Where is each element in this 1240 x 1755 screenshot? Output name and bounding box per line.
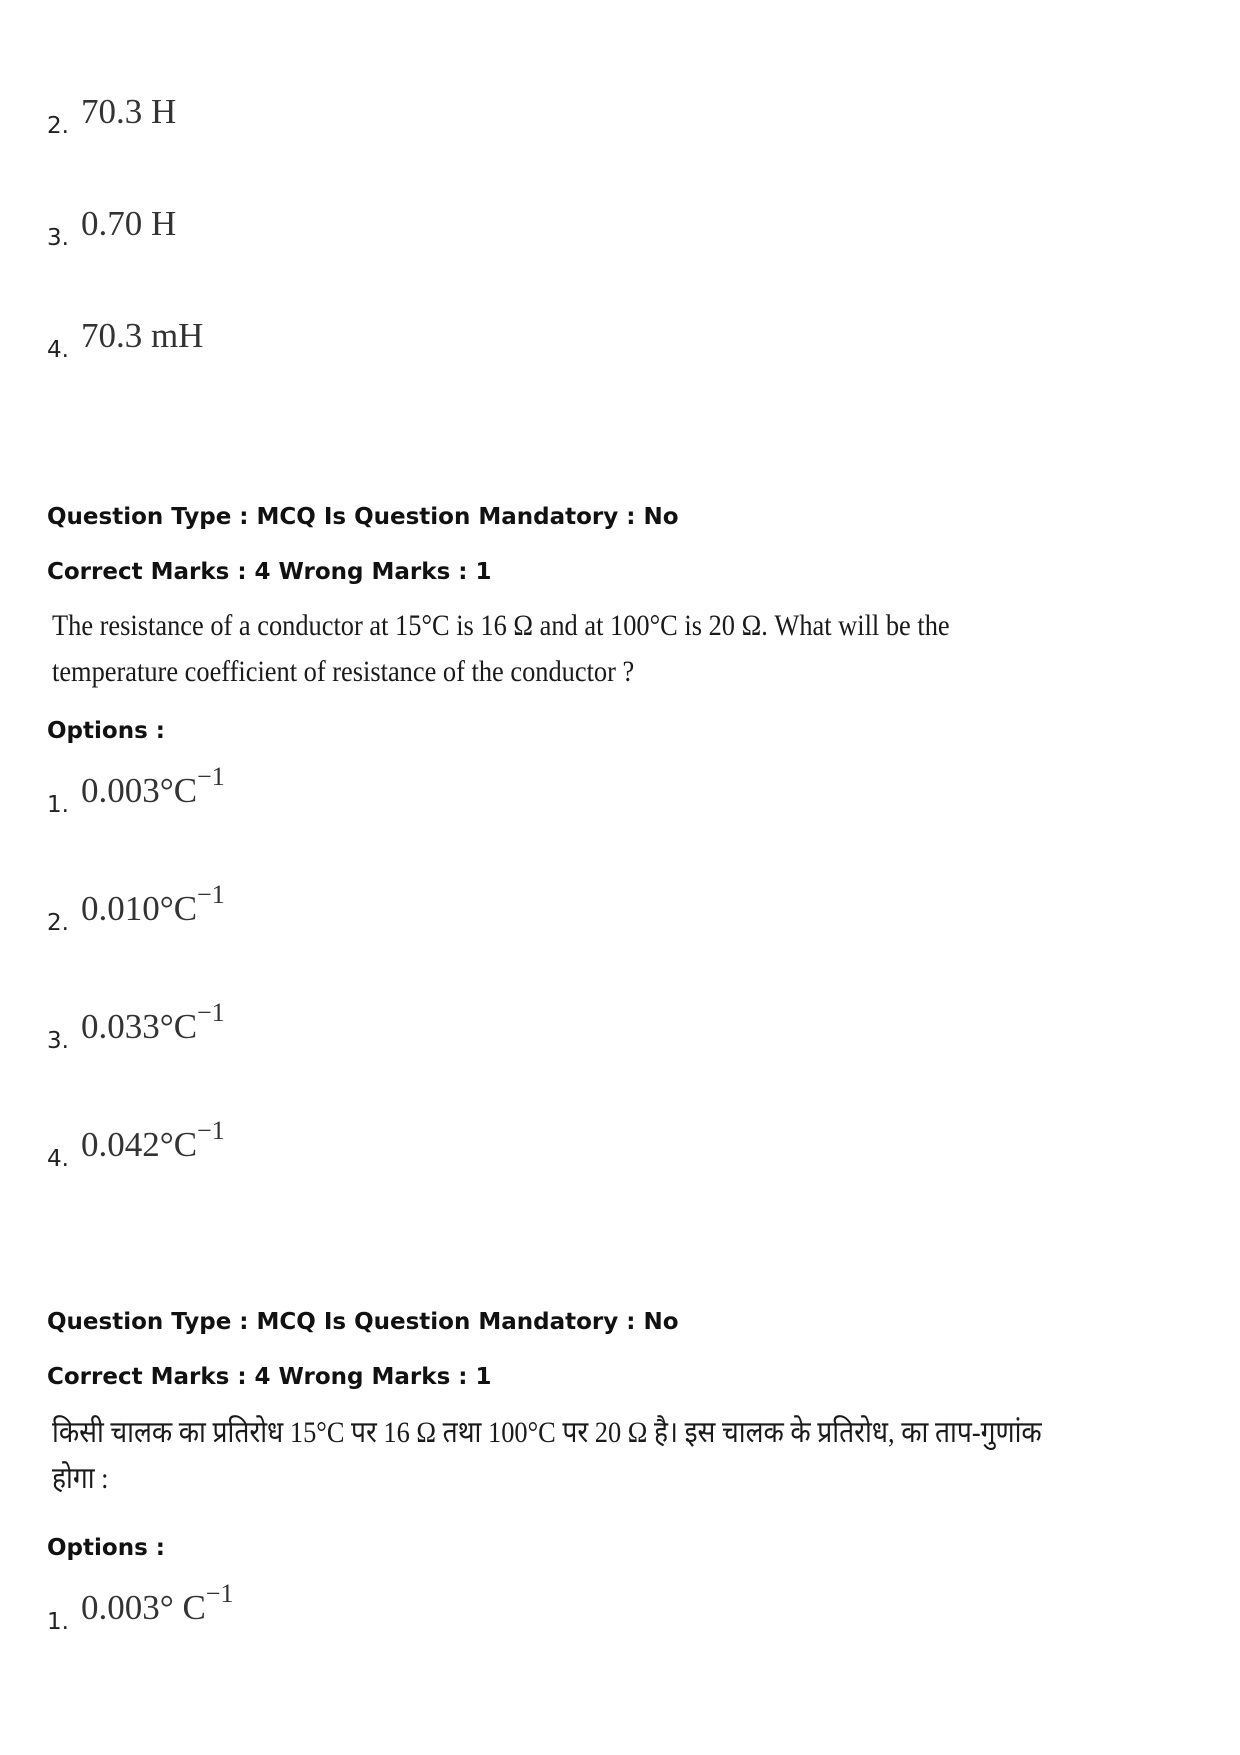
option-value: $0.010^\circ C^{-1}$ [80,880,225,928]
option-exponent: −1 [197,762,225,792]
option-value: $0.042^\circ C^{-1}$ [80,1116,225,1164]
q2-type-line: Question Type : MCQ Is Question Mandatory : No [47,1309,679,1335]
q2-question-text [52,1410,1042,1502]
q1-question-text [52,603,950,695]
option-value: 70.3 H [80,92,177,131]
option-exponent: −1 [197,998,225,1028]
q2-option-1 [47,1579,234,1635]
q2-options-label: Options : [47,1535,165,1561]
q1-option-1 [47,762,225,818]
q1-option-4 [47,1116,225,1172]
option-value: $0.033^\circ C^{-1}$ [80,998,225,1046]
q1-marks-line: Correct Marks : 4 Wrong Marks : 1 [47,559,492,585]
option-value: $0.003^\circ C^{-1}$ [80,762,225,810]
prev-option-3 [47,204,177,251]
option-number: 2. [47,113,69,139]
q2-text-line-1: किसी चालक का प्रतिरोध 15°C पर 16 Ω तथा 100°C पर 20 Ω है। इस चालक के प्रतिरोध, का ताप-गुणांक [52,1416,1042,1449]
option-value: 70.3 mH [80,316,204,355]
option-number: 4. [47,337,69,363]
q1-option-3 [47,998,225,1054]
q2-text-line-2: होगा : [52,1462,109,1495]
option-number: 1. [47,792,69,818]
option-number: 4. [47,1146,69,1172]
option-exponent: −1 [197,880,225,910]
option-number: 3. [47,225,69,251]
option-value: 0.003° $C^{-1}$ [80,1579,234,1627]
option-exponent: −1 [205,1579,234,1609]
option-number: 3. [47,1028,69,1054]
prev-option-2 [47,92,177,139]
option-number: 2. [47,910,69,936]
prev-option-4 [47,316,204,363]
option-number: 1. [47,1609,69,1635]
option-exponent: −1 [197,1116,225,1146]
q1-option-2 [47,880,225,936]
q1-text-line-1: The resistance of a conductor at 15°C is 16 Ω and at 100°C is 20 Ω. What will be the [52,609,950,642]
q1-options-label: Options : [47,718,165,744]
option-value: 0.70 H [80,204,177,243]
q1-text-line-2: temperature coefficient of resistance of the conductor ? [52,655,635,688]
q1-type-line: Question Type : MCQ Is Question Mandatory : No [47,504,679,530]
q2-marks-line: Correct Marks : 4 Wrong Marks : 1 [47,1364,492,1390]
